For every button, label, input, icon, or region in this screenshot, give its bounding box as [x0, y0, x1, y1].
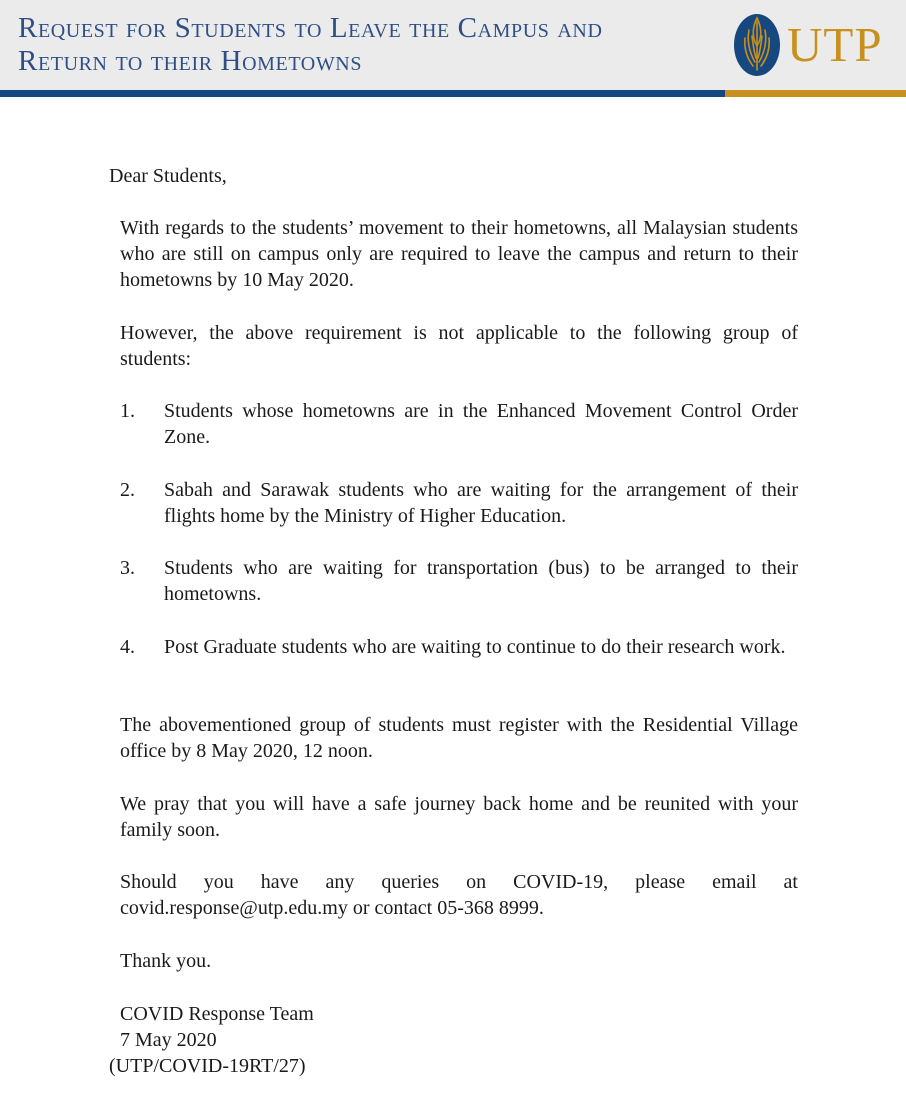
utp-emblem-icon — [733, 12, 783, 78]
list-item-text: Sabah and Sarawak students who are waiting for the arrangement of their flights home by the Ministry of Higher Education. — [164, 479, 798, 527]
paragraph-contact: Should you have any queries on COVID-19, please email at covid.response@utp.edu.my or contact 05-368 8999. — [120, 871, 798, 919]
paragraph-exceptions-intro: However, the above requirement is not applicable to the following group of students: — [120, 322, 798, 370]
letter-header — [0, 0, 906, 90]
utp-logo-text: UTP — [787, 17, 883, 72]
closing: Thank you. — [120, 950, 212, 972]
list-item-number: 3. — [120, 557, 135, 579]
list-item-text: Students who are waiting for transportation (bus) to be arranged to their hometowns. — [164, 557, 798, 605]
reference-number: (UTP/COVID-19RT/27) — [109, 1055, 306, 1077]
signature-team: COVID Response Team — [120, 1003, 314, 1025]
paragraph-safe-journey: We pray that you will have a safe journey back home and be reunited with your family soon. — [120, 793, 798, 841]
list-item-number: 4. — [120, 636, 135, 658]
salutation: Dear Students, — [109, 165, 227, 187]
header-rule-blue — [0, 90, 725, 97]
letter-title-line-2: Return to their Hometowns — [18, 45, 363, 77]
header-rule-gold — [725, 90, 906, 97]
letter-title-line-1: Request for Students to Leave the Campus and — [18, 12, 603, 44]
utp-logo — [733, 12, 898, 78]
letter-title — [18, 12, 718, 78]
list-item-number: 2. — [120, 479, 135, 501]
paragraph-registration: The abovementioned group of students must register with the Residential Village office by 8 May 2020, 12 noon. — [120, 714, 798, 762]
list-item-text: Students whose hometowns are in the Enhanced Movement Control Order Zone. — [164, 400, 798, 448]
signature-date: 7 May 2020 — [120, 1029, 217, 1051]
list-item-number: 1. — [120, 400, 135, 422]
paragraph-movement-requirement: With regards to the students’ movement to their hometowns, all Malaysian students who are still on campus only are required to leave the campus and return to their hometowns by 10 May 2020. — [120, 217, 798, 291]
list-item-text: Post Graduate students who are waiting to continue to do their research work. — [164, 636, 786, 658]
